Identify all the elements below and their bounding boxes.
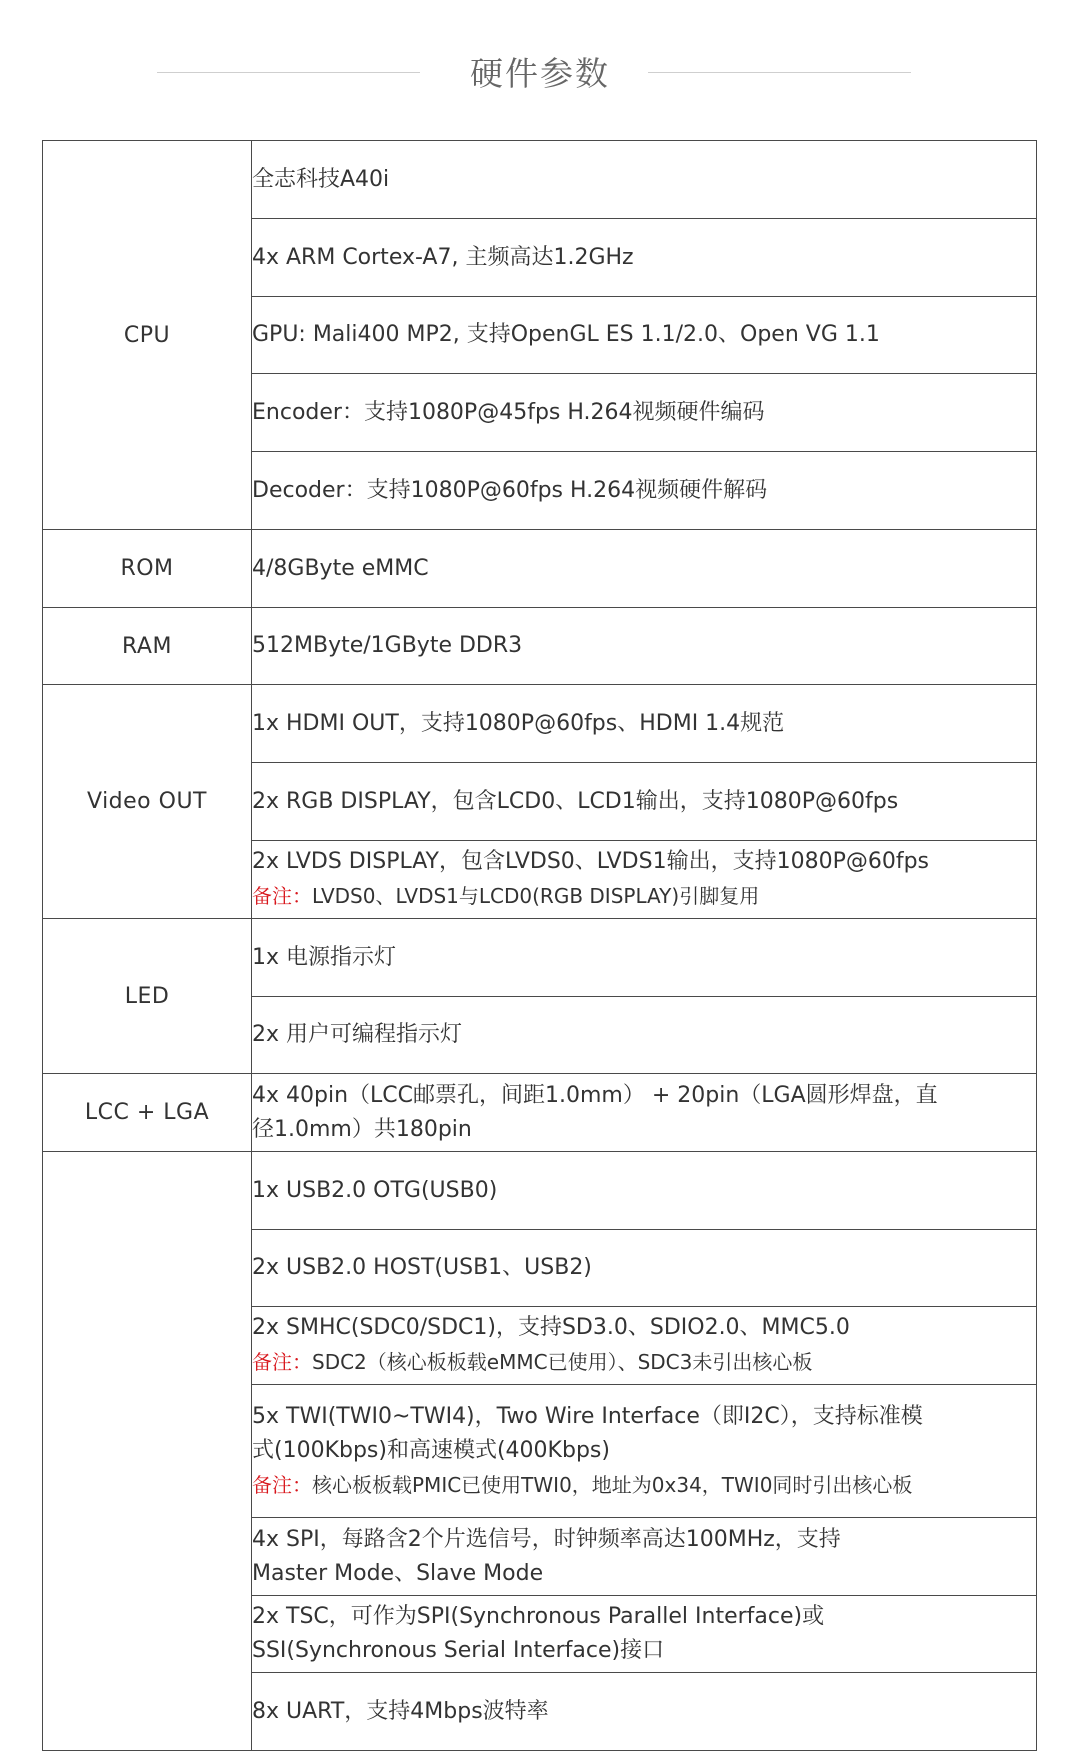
io-twi-line-1: 5x TWI(TWI0~TWI4)，Two Wire Interface（即I2C），支持标准模 [252, 1403, 923, 1429]
table-row [43, 1152, 1037, 1230]
table-row [43, 919, 1037, 997]
io-tsc-cell [252, 1596, 1037, 1673]
row-label-rom: ROM [43, 530, 252, 608]
lcc-line-2: 径1.0mm）共180pin [252, 1116, 472, 1142]
video-lvds-cell [252, 841, 1037, 919]
video-rgb: 2x RGB DISPLAY，包含LCD0、LCD1输出，支持1080P@60fps [252, 763, 1037, 841]
io-smhc: 2x SMHC(SDC0/SDC1)，支持SD3.0、SDIO2.0、MMC5.0 [252, 1315, 850, 1340]
table-row [43, 608, 1037, 685]
io-usb-host: 2x USB2.0 HOST(USB1、USB2) [252, 1230, 1037, 1307]
cpu-chip: 全志科技A40i [252, 141, 1037, 219]
io-tsc-line-1: 2x TSC，可作为SPI(Synchronous Parallel Interface)或 [252, 1604, 825, 1629]
spec-table [42, 140, 1037, 1751]
led-user: 2x 用户可编程指示灯 [252, 997, 1037, 1074]
cpu-encoder: Encoder：支持1080P@45fps H.264视频硬件编码 [252, 374, 1037, 452]
io-uart: 8x UART，支持4Mbps波特率 [252, 1673, 1037, 1751]
video-lvds: 2x LVDS DISPLAY，包含LVDS0、LVDS1输出，支持1080P@60fps [252, 849, 930, 874]
note-text: 核心板板载PMIC已使用TWI0，地址为0x34，TWI0同时引出核心板 [312, 1472, 913, 1497]
io-twi-line-2: 式(100Kbps)和高速模式(400Kbps) [252, 1437, 610, 1463]
row-label-ram: RAM [43, 608, 252, 685]
io-smhc-cell [252, 1307, 1037, 1385]
table-row [43, 530, 1037, 608]
cpu-gpu: GPU: Mali400 MP2, 支持OpenGL ES 1.1/2.0、Open VG 1.1 [252, 297, 1037, 374]
io-smhc-note [252, 1345, 1036, 1380]
note-label: 备注： [252, 884, 312, 908]
io-twi-cell [252, 1385, 1037, 1518]
section-header [0, 0, 1080, 140]
cpu-cores: 4x ARM Cortex-A7, 主频高达1.2GHz [252, 219, 1037, 297]
note-text: LVDS0、LVDS1与LCD0(RGB DISPLAY)引脚复用 [312, 884, 760, 908]
io-spi-line-1: 4x SPI，每路含2个片选信号，时钟频率高达100MHz，支持 [252, 1526, 841, 1552]
note-label: 备注： [252, 1472, 312, 1497]
row-label-lcc: LCC + LGA [43, 1074, 252, 1152]
io-spi-line-2: Master Mode、Slave Mode [252, 1560, 544, 1586]
row-label-video: Video OUT [43, 685, 252, 919]
row-label-io [43, 1152, 252, 1751]
rom-value: 4/8GByte eMMC [252, 530, 1037, 608]
lcc-cell [252, 1074, 1037, 1152]
cpu-decoder: Decoder：支持1080P@60fps H.264视频硬件解码 [252, 452, 1037, 530]
table-row [43, 1074, 1037, 1152]
io-tsc-line-2: SSI(Synchronous Serial Interface)接口 [252, 1638, 665, 1663]
table-row [43, 141, 1037, 219]
led-power: 1x 电源指示灯 [252, 919, 1037, 997]
title-divider-right [648, 72, 911, 73]
table-row [43, 685, 1037, 763]
row-label-cpu: CPU [43, 141, 252, 530]
row-label-led: LED [43, 919, 252, 1074]
io-usb-otg: 1x USB2.0 OTG(USB0) [252, 1152, 1037, 1230]
page-title: 硬件参数 [470, 54, 610, 93]
video-hdmi: 1x HDMI OUT，支持1080P@60fps、HDMI 1.4规范 [252, 685, 1037, 763]
video-note [252, 879, 1036, 914]
io-spi-cell [252, 1518, 1037, 1596]
note-label: 备注： [252, 1350, 312, 1374]
io-twi-note [252, 1468, 1036, 1503]
note-text: SDC2（核心板板载eMMC已使用）、SDC3未引出核心板 [312, 1350, 813, 1374]
lcc-line-1: 4x 40pin（LCC邮票孔，间距1.0mm） + 20pin（LGA圆形焊盘，直 [252, 1082, 938, 1108]
ram-value: 512MByte/1GByte DDR3 [252, 608, 1037, 685]
